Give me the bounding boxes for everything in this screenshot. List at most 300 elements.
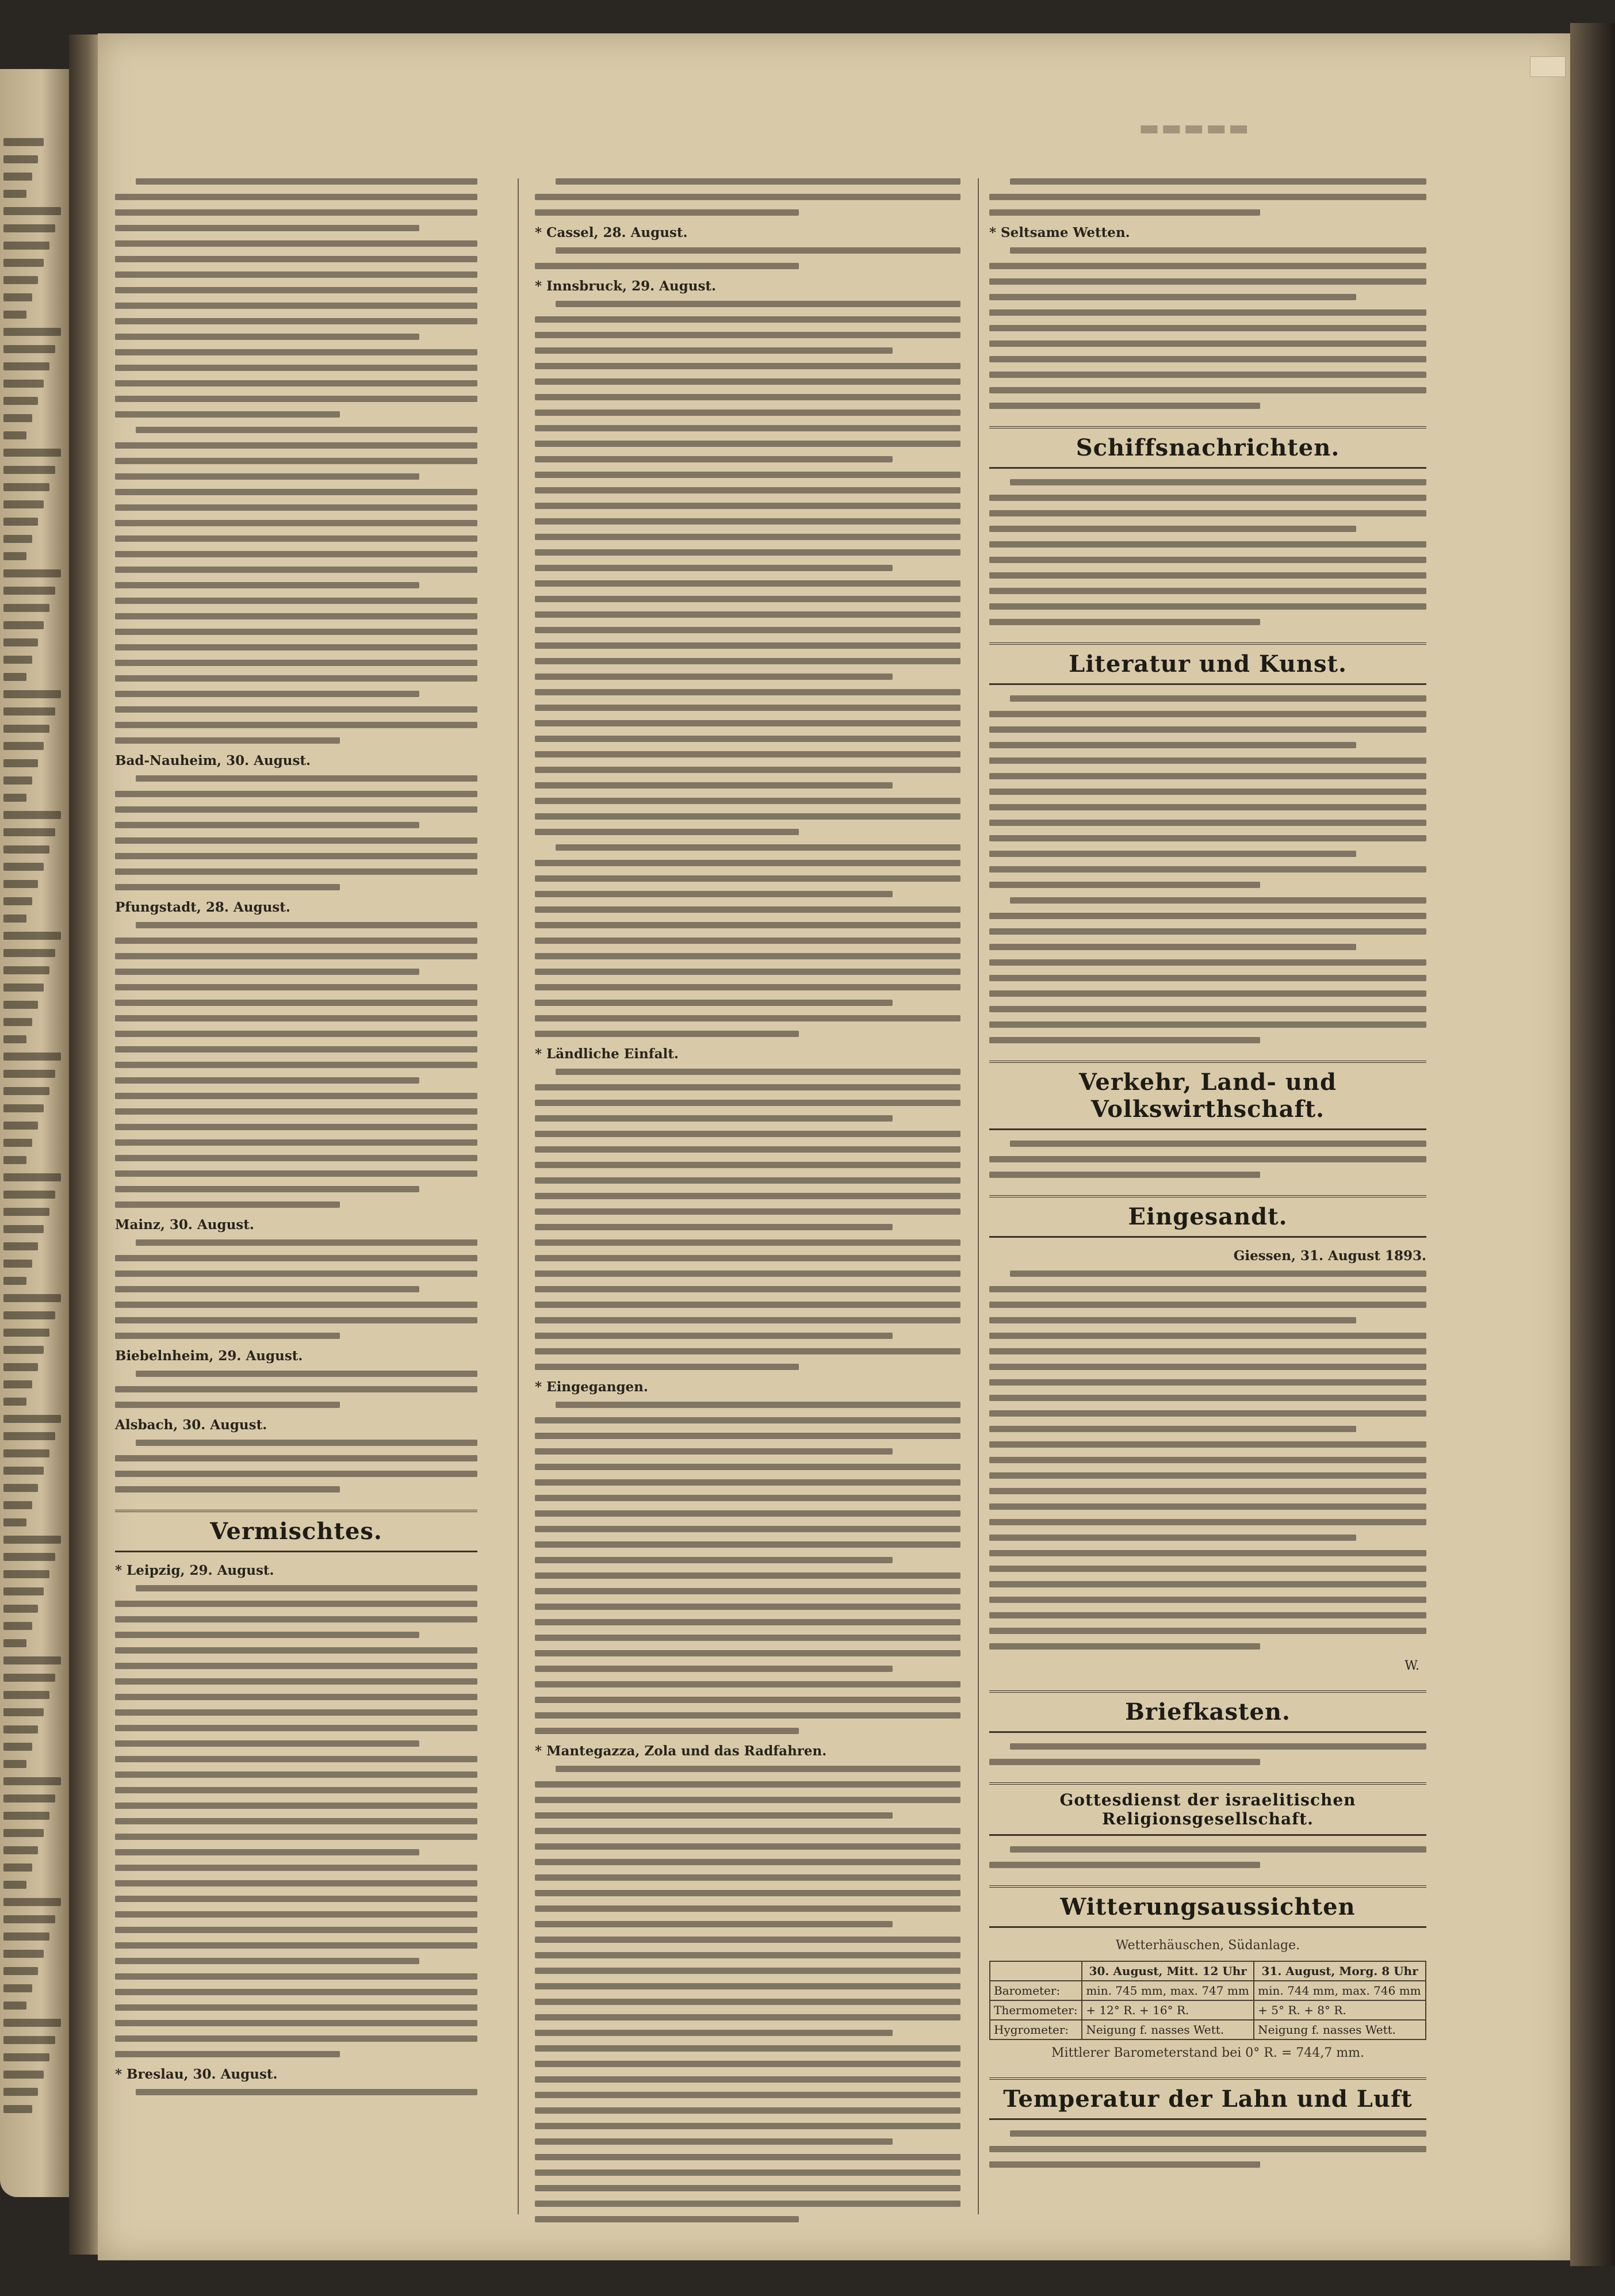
- text-line: [535, 1333, 893, 1339]
- text-line: [989, 1156, 1426, 1162]
- text-line: [989, 742, 1356, 748]
- text-line: [535, 1728, 799, 1734]
- dateline: Pfungstadt, 28. August.: [115, 900, 290, 915]
- text-line: [535, 2154, 960, 2160]
- text-line: [535, 580, 960, 587]
- text-line: [136, 178, 477, 185]
- text-line: [989, 526, 1356, 532]
- text-fragment: [3, 1311, 55, 1319]
- text-fragment: [3, 2105, 32, 2113]
- text-line: [989, 1364, 1426, 1370]
- text-fragment: [3, 173, 32, 181]
- text-line: [115, 1849, 419, 1855]
- text-line: [535, 2030, 893, 2036]
- text-line: [989, 2146, 1426, 2152]
- text-line: [115, 225, 419, 231]
- text-line: [115, 504, 477, 511]
- text-line: [989, 835, 1426, 841]
- text-line: [1010, 178, 1426, 185]
- text-line: [535, 2092, 960, 2098]
- text-fragment: [3, 276, 38, 284]
- text-line: [1010, 247, 1426, 254]
- text-fragment: [3, 1329, 49, 1337]
- text-fragment: [3, 1001, 38, 1009]
- text-line: [115, 1616, 477, 1622]
- text-line: [535, 984, 960, 990]
- text-fragment: [3, 845, 49, 854]
- text-line: [535, 1317, 960, 1323]
- text-fragment: [3, 690, 61, 698]
- text-line: [136, 775, 477, 782]
- text-line: [535, 1464, 960, 1470]
- text-line: [535, 565, 893, 571]
- text-fragment: [3, 569, 61, 577]
- article-alsbach: [115, 1440, 477, 1493]
- text-fragment: [3, 828, 55, 836]
- text-line: [535, 1604, 960, 1610]
- text-fragment: [3, 794, 26, 802]
- text-fragment: [3, 587, 55, 595]
- left-page-edge: [0, 69, 69, 2197]
- text-line: [115, 1031, 477, 1037]
- text-fragment: [3, 604, 49, 612]
- text-fragment: [3, 1277, 26, 1285]
- text-line: [136, 922, 477, 928]
- text-line: [115, 884, 340, 890]
- text-fragment: [3, 1898, 61, 1906]
- text-line: [989, 1302, 1426, 1308]
- dateline: Bad-Nauheim, 30. August.: [115, 753, 311, 768]
- text-fragment: [3, 1863, 32, 1872]
- text-fragment: [3, 552, 26, 560]
- text-line: [115, 473, 419, 480]
- text-fragment: [3, 2036, 55, 2044]
- text-line: [535, 1000, 893, 1006]
- text-line: [989, 387, 1426, 393]
- text-fragment: [3, 1846, 38, 1854]
- text-line: [535, 1843, 960, 1850]
- text-line: [535, 922, 960, 928]
- text-line: [115, 1818, 477, 1824]
- text-line: [989, 1566, 1426, 1572]
- text-line: [989, 541, 1426, 548]
- table-cell: min. 744 mm, max. 746 mm: [1254, 1981, 1426, 2000]
- text-line: [989, 294, 1356, 300]
- text-fragment: [3, 1743, 32, 1751]
- text-line: [535, 658, 960, 664]
- text-line: [989, 1021, 1426, 1028]
- text-line: [115, 287, 477, 293]
- text-fragment: [3, 1139, 32, 1147]
- text-line: [535, 1015, 960, 1021]
- text-line: [115, 256, 477, 262]
- dateline: Giessen, 31. August 1893.: [1233, 1248, 1426, 1264]
- text-fragment: [3, 742, 44, 750]
- text-line: [115, 1062, 477, 1068]
- text-line: [535, 487, 960, 493]
- text-line: [115, 1911, 477, 1918]
- article-koblenz: [535, 844, 960, 1037]
- text-fragment: [3, 759, 38, 767]
- text-line: [115, 535, 477, 542]
- text-line: [989, 944, 1356, 950]
- signature: W.: [1404, 1659, 1419, 1673]
- text-line: [115, 396, 477, 402]
- dateline: * Cassel, 28. August.: [535, 225, 688, 240]
- text-line: [535, 1448, 893, 1455]
- text-fragment: [3, 2002, 26, 2010]
- article-schiffsnachrichten: [989, 479, 1426, 625]
- table-cell: Neigung f. nasses Wett.: [1254, 2020, 1426, 2039]
- text-line: [989, 1172, 1260, 1178]
- text-line: [535, 1146, 960, 1153]
- text-fragment: [3, 1432, 55, 1440]
- text-line: [556, 844, 960, 851]
- text-fragment: [3, 1398, 26, 1406]
- text-line: [989, 372, 1426, 378]
- text-fragment: [3, 293, 32, 301]
- text-line: [989, 1410, 1426, 1417]
- text-line: [535, 1162, 960, 1168]
- text-line: [535, 1084, 960, 1090]
- text-line: [115, 1663, 477, 1669]
- text-line: [535, 1239, 960, 1246]
- text-fragment: [3, 1622, 32, 1630]
- text-line: [1010, 1846, 1426, 1853]
- text-line: [535, 1890, 960, 1896]
- article-cassel: [535, 247, 960, 269]
- text-line: [535, 1302, 960, 1308]
- text-fragment: [3, 362, 49, 370]
- text-line: [115, 1725, 477, 1731]
- text-fragment: [3, 1087, 49, 1095]
- text-line: [535, 378, 960, 385]
- text-line: [989, 851, 1356, 857]
- text-line: [115, 660, 477, 666]
- text-line: [989, 1535, 1356, 1541]
- article-breslau: [115, 2089, 477, 2095]
- text-line: [1010, 2130, 1426, 2137]
- text-line: [1010, 1271, 1426, 1277]
- text-line: [535, 860, 960, 866]
- text-line: [989, 588, 1426, 594]
- text-line: [535, 627, 960, 633]
- table-cell: + 12° R. + 16° R.: [1082, 2000, 1254, 2020]
- text-line: [989, 1426, 1356, 1432]
- text-fragment: [3, 638, 38, 646]
- dateline: Mainz, 30. August.: [115, 1217, 254, 1233]
- text-line: [989, 1006, 1426, 1012]
- left-page-text-fragments: [0, 69, 69, 2197]
- text-line: [989, 928, 1426, 935]
- text-line: [989, 1379, 1426, 1386]
- text-line: [535, 410, 960, 416]
- text-fragment: [3, 1794, 55, 1803]
- text-line: [535, 611, 960, 618]
- text-line: [989, 1862, 1260, 1868]
- text-line: [535, 1635, 960, 1641]
- text-line: [535, 1697, 960, 1703]
- text-line: [535, 1115, 893, 1122]
- text-line: [115, 209, 477, 216]
- text-line: [535, 441, 960, 447]
- text-line: [989, 804, 1426, 810]
- text-line: [115, 1046, 477, 1053]
- text-line: [136, 1585, 477, 1591]
- text-fragment: [3, 1829, 44, 1837]
- text-line: [535, 674, 893, 680]
- text-line: [535, 1937, 960, 1943]
- column-3: [989, 178, 1426, 2203]
- table-row: [990, 2000, 1426, 2020]
- text-line: [535, 1859, 960, 1865]
- text-line: [115, 1455, 477, 1461]
- text-line: [535, 2169, 960, 2176]
- text-fragment: [3, 449, 61, 457]
- text-fragment: [3, 949, 55, 957]
- text-line: [556, 178, 960, 185]
- text-line: [535, 316, 960, 323]
- text-line: [535, 1510, 960, 1517]
- text-line: [115, 1271, 477, 1277]
- text-line: [989, 959, 1426, 966]
- text-fragment: [3, 984, 44, 992]
- text-line: [535, 720, 960, 726]
- article-mantegazza: [535, 1766, 960, 2222]
- text-line: [115, 567, 477, 573]
- text-line: [115, 1333, 340, 1339]
- text-fragment: [3, 811, 61, 819]
- text-fragment: [3, 1708, 44, 1716]
- text-line: [115, 644, 477, 650]
- text-line: [556, 247, 960, 254]
- dateline: * Seltsame Wetten.: [989, 225, 1130, 240]
- text-fragment: [3, 914, 26, 923]
- table-header: 30. August, Mitt. 12 Uhr: [1082, 1961, 1254, 1981]
- text-fragment: [3, 1415, 61, 1423]
- text-line: [136, 2089, 477, 2095]
- text-line: [535, 332, 960, 338]
- text-line: [115, 691, 419, 697]
- text-line: [989, 975, 1426, 981]
- text-line: [115, 1834, 477, 1840]
- text-line: [535, 1812, 893, 1819]
- text-line: [535, 263, 799, 269]
- text-fragment: [3, 621, 44, 629]
- text-line: [535, 798, 960, 804]
- text-line: [115, 1865, 477, 1871]
- text-line: [115, 411, 340, 418]
- text-fragment: [3, 1449, 49, 1457]
- text-line: [989, 1286, 1426, 1292]
- text-line: [1010, 479, 1426, 485]
- text-line: [115, 380, 477, 387]
- text-line: [989, 1441, 1426, 1448]
- article-literatur-waffen-nieder: [989, 897, 1426, 1043]
- text-line: [136, 1239, 477, 1246]
- text-line: [535, 1952, 960, 1958]
- text-fragment: [3, 138, 44, 146]
- text-fragment: [3, 1380, 32, 1388]
- text-line: [136, 427, 477, 433]
- text-line: [115, 520, 477, 526]
- text-line: [115, 489, 477, 495]
- table-row: [990, 1961, 1426, 1981]
- text-line: [989, 263, 1426, 269]
- text-fragment: [3, 2071, 44, 2079]
- text-fragment: [3, 2019, 61, 2027]
- text-line: [115, 1958, 419, 1964]
- text-line: [535, 1572, 960, 1579]
- text-line: [989, 557, 1426, 563]
- text-line: [989, 194, 1426, 200]
- text-line: [115, 629, 477, 635]
- text-fragment: [3, 311, 26, 319]
- table-cell: Neigung f. nasses Wett.: [1082, 2020, 1254, 2039]
- text-line: [989, 1612, 1426, 1618]
- text-fragment: [3, 1605, 38, 1613]
- text-line: [1010, 695, 1426, 702]
- text-line: [115, 1678, 477, 1685]
- text-fragment: [3, 1725, 38, 1734]
- text-line: [535, 1208, 960, 1215]
- text-fragment: [3, 500, 44, 508]
- text-fragment: [3, 1260, 32, 1268]
- table-row: [990, 2020, 1426, 2039]
- text-line: [115, 1486, 340, 1493]
- article-seltsame-wetten: [989, 247, 1426, 409]
- text-line: [989, 356, 1426, 362]
- article-grummetgras: [115, 178, 477, 418]
- text-fragment: [3, 863, 44, 871]
- dateline: Biebelnheim, 29. August.: [115, 1348, 303, 1364]
- dateline: Alsbach, 30. August.: [115, 1417, 267, 1433]
- text-fragment: [3, 1915, 55, 1923]
- text-fragment: [3, 1812, 49, 1820]
- dateline: * Ländliche Einfalt.: [535, 1046, 679, 1062]
- text-line: [535, 363, 960, 369]
- text-line: [535, 1712, 960, 1719]
- text-line: [989, 773, 1426, 779]
- text-fragment: [3, 1208, 49, 1216]
- text-line: [535, 1177, 960, 1184]
- text-line: [989, 1348, 1426, 1354]
- text-fragment: [3, 224, 55, 232]
- text-line: [989, 1550, 1426, 1556]
- text-line: [989, 1457, 1426, 1463]
- text-line: [989, 619, 1260, 625]
- text-line: [115, 442, 477, 449]
- text-line: [535, 2216, 799, 2222]
- article-biebelnheim: [115, 1371, 477, 1408]
- column-1: [115, 178, 477, 2203]
- text-fragment: [3, 1467, 44, 1475]
- text-line: [535, 549, 960, 556]
- text-line: [115, 1124, 477, 1130]
- text-fragment: [3, 1691, 49, 1699]
- text-line: [115, 1093, 477, 1099]
- text-line: [115, 1740, 419, 1747]
- text-line: [115, 271, 477, 278]
- text-fragment: [3, 1984, 32, 1992]
- text-fragment: [3, 776, 32, 785]
- section-heading: Briefkasten.: [989, 1690, 1426, 1733]
- text-line: [989, 209, 1260, 216]
- text-fragment: [3, 1070, 55, 1078]
- text-line: [989, 403, 1260, 409]
- column-rule: [978, 178, 979, 2214]
- section-heading: Eingesandt.: [989, 1195, 1426, 1238]
- table-cell: + 5° R. + 8° R.: [1254, 2000, 1426, 2020]
- text-line: [115, 1402, 340, 1408]
- text-line: [115, 853, 477, 859]
- text-fragment: [3, 1484, 38, 1492]
- dateline: * Breslau, 30. August.: [115, 2067, 278, 2082]
- text-line: [989, 1503, 1426, 1510]
- table-cell: Barometer:: [990, 1981, 1082, 2000]
- section-heading: Gottesdienst der israelitischen Religionsgesellschaft.: [989, 1782, 1426, 1836]
- text-fragment: [3, 259, 44, 267]
- text-line: [535, 394, 960, 400]
- text-fragment: [3, 535, 32, 543]
- text-line: [115, 582, 419, 588]
- text-line: [115, 822, 419, 828]
- text-fragment: [3, 2088, 38, 2096]
- text-line: [115, 2051, 340, 2057]
- text-line: [535, 1921, 893, 1927]
- text-fragment: [3, 207, 61, 215]
- text-line: [535, 875, 960, 882]
- text-line: [535, 1255, 960, 1261]
- text-line: [115, 1771, 477, 1778]
- text-line: [535, 1224, 893, 1230]
- text-line: [989, 278, 1426, 285]
- text-line: [535, 209, 799, 216]
- text-fragment: [3, 1294, 61, 1302]
- text-line: [989, 820, 1426, 826]
- text-line: [115, 675, 477, 682]
- text-line: [115, 1632, 419, 1638]
- text-line: [115, 1471, 477, 1477]
- text-line: [535, 1433, 960, 1439]
- column-2: [535, 178, 960, 2203]
- article-temperatur: [989, 2130, 1426, 2168]
- text-line: [115, 551, 477, 557]
- text-line: [115, 737, 340, 744]
- article-briefkasten: [989, 1743, 1426, 1765]
- text-line: [535, 1681, 960, 1687]
- text-line: [535, 1999, 960, 2005]
- text-line: [115, 1709, 477, 1716]
- text-line: [535, 1557, 893, 1563]
- text-line: [535, 1650, 960, 1656]
- section-heading: Temperatur der Lahn und Luft: [989, 2077, 1426, 2120]
- article-mainz: [115, 1239, 477, 1339]
- text-line: [535, 1781, 960, 1788]
- text-line: [535, 953, 960, 959]
- dateline: * Innsbruck, 29. August.: [535, 278, 717, 294]
- text-fragment: [3, 1518, 26, 1526]
- text-line: [115, 1880, 477, 1886]
- text-line: [989, 757, 1426, 764]
- text-fragment: [3, 1674, 55, 1682]
- text-line: [535, 937, 960, 944]
- text-line: [535, 1100, 960, 1106]
- text-line: [535, 1031, 799, 1037]
- text-fragment: [3, 1587, 44, 1595]
- text-line: [115, 837, 477, 844]
- text-fragment: [3, 1156, 26, 1164]
